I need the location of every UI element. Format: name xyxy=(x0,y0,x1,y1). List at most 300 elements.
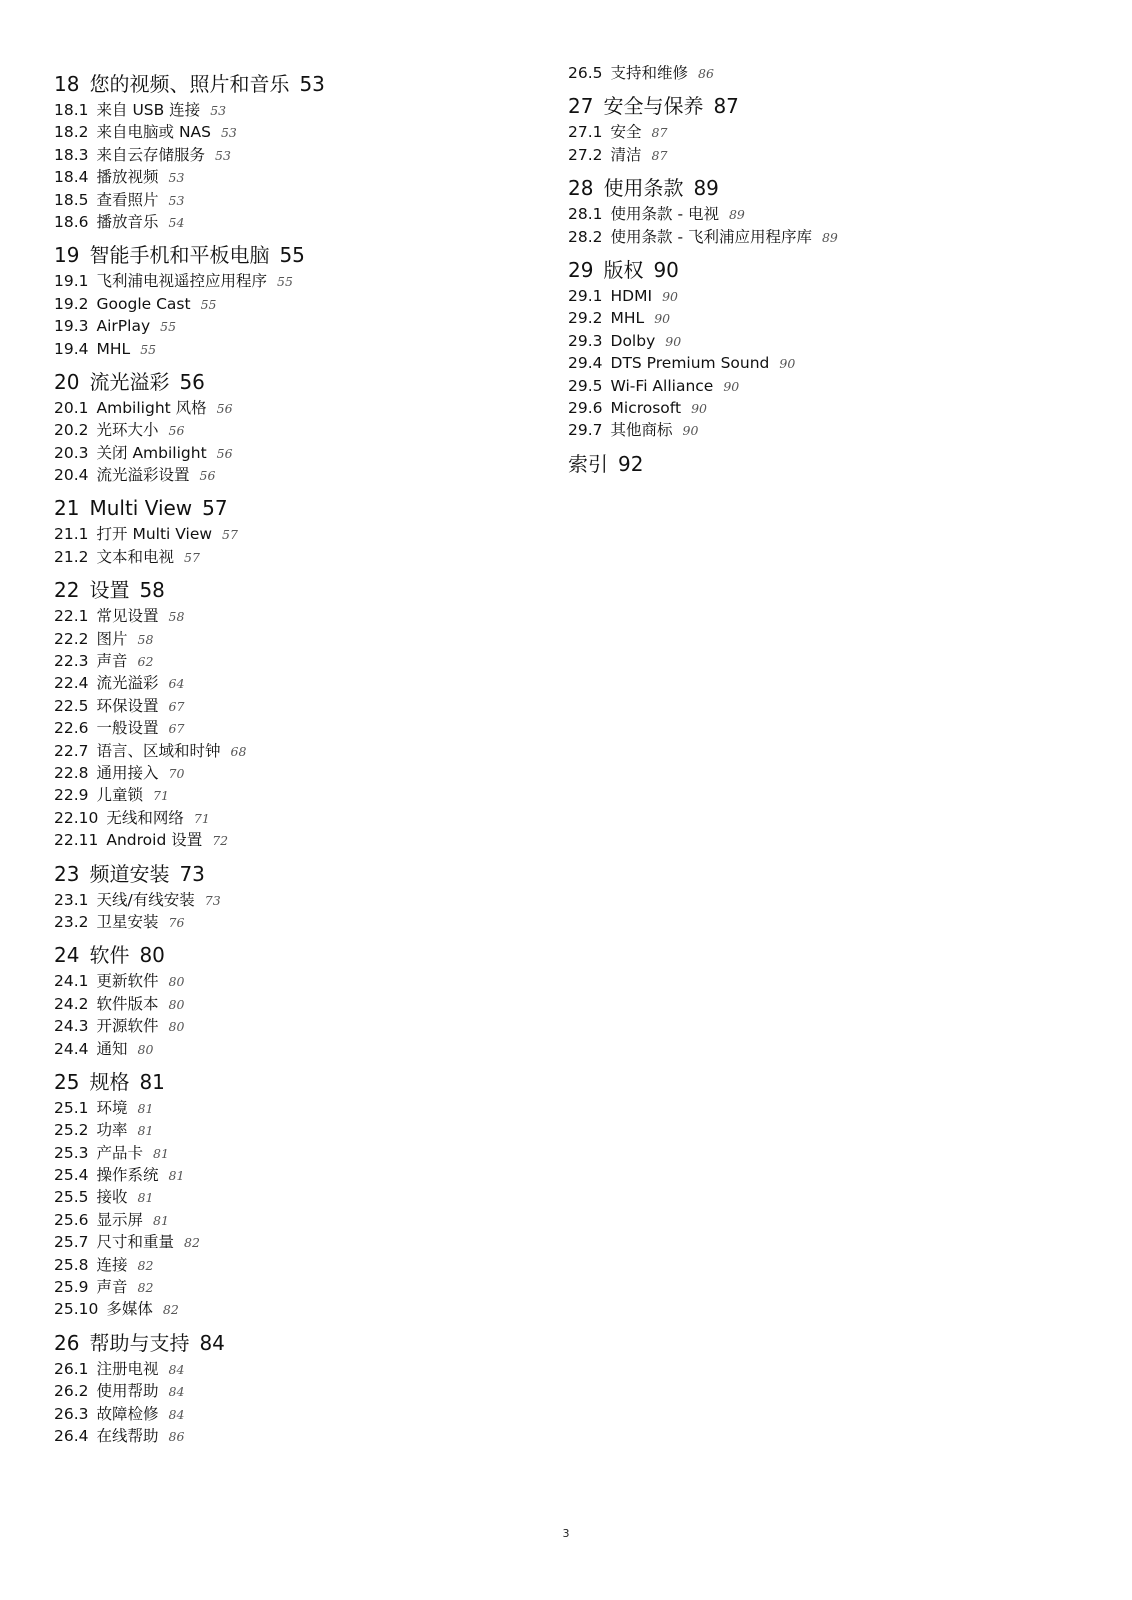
entry-page: 82 xyxy=(137,1280,154,1296)
entry-number: 20.3 xyxy=(54,443,89,462)
toc-entry[interactable] xyxy=(54,546,534,568)
entry-page: 86 xyxy=(698,66,714,81)
entry-number: 19.4 xyxy=(54,339,89,358)
entry-page: 57 xyxy=(184,549,200,565)
entry-number: 26.4 xyxy=(54,1426,89,1445)
entry-number: 21.2 xyxy=(54,547,89,566)
toc-entry[interactable] xyxy=(568,144,1048,166)
entry-page: 90 xyxy=(665,333,682,349)
entry-title: 接收 xyxy=(96,1188,128,1207)
toc-entry[interactable] xyxy=(54,672,534,694)
entry-number: 24.1 xyxy=(54,972,89,991)
toc-entry[interactable] xyxy=(54,523,534,545)
toc-chapter-heading[interactable] xyxy=(568,451,1048,477)
entry-page: 58 xyxy=(168,609,185,625)
entry-number: 23.2 xyxy=(54,912,89,931)
entry-title: 儿童锁 xyxy=(96,786,144,805)
entry-title: 通用接入 xyxy=(96,763,159,782)
chapter-number: 20 xyxy=(54,369,80,394)
toc-chapter-heading[interactable] xyxy=(54,495,534,521)
entry-title: 打开 Multi View xyxy=(96,525,213,544)
entry-page: 67 xyxy=(168,698,185,714)
toc-entry[interactable] xyxy=(54,1186,534,1208)
entry-title: Microsoft xyxy=(610,398,682,417)
toc-entry[interactable] xyxy=(54,144,534,166)
toc-section xyxy=(54,861,534,934)
entry-title: 查看照片 xyxy=(96,190,159,209)
toc-section xyxy=(568,451,1048,477)
entry-title: 播放音乐 xyxy=(96,212,159,231)
entry-number: 24.3 xyxy=(54,1017,89,1036)
page-number: 3 xyxy=(562,1527,570,1540)
entry-page: 80 xyxy=(137,1041,154,1057)
chapter-number: 21 xyxy=(54,496,80,521)
entry-number: 22.11 xyxy=(54,831,99,850)
entry-number: 27.2 xyxy=(568,145,603,164)
entry-title: Google Cast xyxy=(96,294,191,313)
toc-entry[interactable] xyxy=(568,375,1048,397)
chapter-page: 80 xyxy=(139,943,165,968)
chapter-number: 25 xyxy=(54,1069,80,1094)
entry-title: 一般设置 xyxy=(96,719,159,738)
entry-number: 25.4 xyxy=(54,1166,89,1185)
chapter-page: 92 xyxy=(618,451,644,476)
entry-page: 87 xyxy=(651,125,668,141)
toc-entry[interactable] xyxy=(54,1015,534,1037)
toc-entry[interactable] xyxy=(54,315,534,337)
entry-title: Android 设置 xyxy=(106,831,203,850)
toc-chapter-heading[interactable] xyxy=(54,942,534,968)
entry-title: 飞利浦电视遥控应用程序 xyxy=(96,272,268,291)
entry-title: MHL xyxy=(610,309,645,328)
entry-number: 22.8 xyxy=(54,763,89,782)
entry-number: 22.2 xyxy=(54,629,89,648)
chapter-page: 84 xyxy=(199,1330,225,1355)
entry-number: 20.4 xyxy=(54,466,89,485)
entry-title: 环保设置 xyxy=(96,696,159,715)
chapter-title: 安全与保养 xyxy=(603,94,704,119)
entry-title: 卫星安装 xyxy=(96,912,159,931)
entry-number: 18.1 xyxy=(54,101,89,119)
chapter-page: 57 xyxy=(202,496,228,521)
toc-entry[interactable] xyxy=(568,397,1048,419)
entry-number: 26.1 xyxy=(54,1359,89,1378)
entry-title: 流光溢彩 xyxy=(96,674,159,693)
entry-page: 55 xyxy=(140,341,157,357)
entry-title: 清洁 xyxy=(610,145,642,164)
entry-page: 71 xyxy=(193,810,210,826)
toc-entry[interactable] xyxy=(54,1231,534,1253)
toc-entry[interactable] xyxy=(54,628,534,650)
entry-page: 71 xyxy=(153,788,169,804)
chapter-title: 频道安装 xyxy=(89,861,170,886)
entry-page: 84 xyxy=(168,1384,185,1400)
entry-title: DTS Premium Sound xyxy=(610,354,770,373)
entry-page: 56 xyxy=(168,423,185,439)
entry-title: 故障检修 xyxy=(96,1404,159,1423)
entry-number: 29.7 xyxy=(568,421,603,440)
entry-number: 22.4 xyxy=(54,674,89,693)
toc-entry[interactable] xyxy=(54,1142,534,1164)
entry-number: 22.6 xyxy=(54,719,89,738)
entry-page: 56 xyxy=(216,400,233,416)
toc-section xyxy=(54,1069,534,1321)
toc-entry[interactable] xyxy=(54,121,534,143)
entry-number: 20.2 xyxy=(54,421,89,440)
entry-number: 18.6 xyxy=(54,212,89,231)
entry-title: 声音 xyxy=(96,1278,128,1297)
entry-title: 支持和维修 xyxy=(610,64,689,82)
entry-page: 86 xyxy=(168,1428,185,1444)
chapter-page: 53 xyxy=(299,72,325,96)
entry-title: 常见设置 xyxy=(96,607,159,626)
entry-page: 73 xyxy=(204,892,221,908)
entry-page: 67 xyxy=(168,721,185,737)
entry-title: 连接 xyxy=(96,1255,128,1274)
toc-entry[interactable] xyxy=(54,464,534,486)
entry-title: 更新软件 xyxy=(96,972,159,991)
entry-page: 87 xyxy=(651,147,668,163)
chapter-page: 90 xyxy=(653,257,679,282)
chapter-page: 73 xyxy=(179,861,205,886)
toc-section xyxy=(54,242,534,360)
toc-entry[interactable] xyxy=(54,270,534,292)
entry-number: 22.7 xyxy=(54,741,89,760)
entry-number: 20.1 xyxy=(54,398,89,417)
chapter-page: 55 xyxy=(279,243,305,268)
toc-section xyxy=(54,942,534,1060)
entry-title: AirPlay xyxy=(96,317,151,336)
toc-entry[interactable] xyxy=(54,99,534,121)
entry-page: 90 xyxy=(662,288,678,304)
entry-title: 关闭 Ambilight xyxy=(96,443,207,462)
toc-entry[interactable] xyxy=(568,352,1048,374)
toc-entry[interactable] xyxy=(568,226,1048,248)
entry-number: 28.2 xyxy=(568,227,603,246)
entry-page: 90 xyxy=(723,378,740,394)
entry-number: 25.7 xyxy=(54,1233,89,1252)
toc-entry[interactable] xyxy=(54,338,534,360)
toc-entry[interactable] xyxy=(54,784,534,806)
entry-number: 18.5 xyxy=(54,190,89,209)
entry-number: 26.2 xyxy=(54,1382,89,1401)
toc-entry[interactable] xyxy=(568,307,1048,329)
entry-page: 80 xyxy=(168,974,185,990)
toc-entry[interactable] xyxy=(54,442,534,464)
toc-chapter-heading[interactable] xyxy=(54,71,534,97)
toc-section xyxy=(54,369,534,487)
toc-entry[interactable] xyxy=(54,717,534,739)
entry-page: 72 xyxy=(212,833,229,849)
entry-title: 使用条款 - 飞利浦应用程序库 xyxy=(610,227,812,246)
chapter-number: 28 xyxy=(568,176,594,201)
entry-title: 无线和网络 xyxy=(106,808,184,827)
toc-entry[interactable] xyxy=(54,829,534,851)
entry-page: 70 xyxy=(168,765,185,781)
entry-number: 23.1 xyxy=(54,890,89,909)
entry-title: 语言、区域和时钟 xyxy=(96,741,221,760)
toc-entry[interactable] xyxy=(54,1403,534,1425)
entry-page: 81 xyxy=(137,1190,154,1206)
entry-number: 26.3 xyxy=(54,1404,89,1423)
toc-entry[interactable] xyxy=(54,293,534,315)
toc-section xyxy=(54,577,534,851)
entry-title: Ambilight 风格 xyxy=(96,398,207,417)
entry-page: 90 xyxy=(691,400,707,416)
entry-page: 53 xyxy=(168,192,185,208)
toc-entry[interactable] xyxy=(568,62,1048,84)
entry-number: 29.4 xyxy=(568,354,603,373)
entry-page: 55 xyxy=(160,319,177,335)
entry-number: 29.6 xyxy=(568,398,603,417)
entry-page: 82 xyxy=(162,1302,179,1318)
chapter-title: 规格 xyxy=(89,1069,130,1094)
toc-entry[interactable] xyxy=(54,1119,534,1141)
toc-entry[interactable] xyxy=(54,1038,534,1060)
chapter-title: 设置 xyxy=(89,578,130,603)
entry-page: 53 xyxy=(220,125,237,141)
entry-number: 24.2 xyxy=(54,994,89,1013)
entry-title: 使用条款 - 电视 xyxy=(610,205,719,224)
entry-number: 29.2 xyxy=(568,309,603,328)
toc-entry[interactable] xyxy=(54,1276,534,1298)
entry-title: 来自 USB 连接 xyxy=(96,101,201,119)
entry-number: 29.1 xyxy=(568,286,603,305)
entry-page: 76 xyxy=(168,914,185,930)
toc-section xyxy=(54,1330,534,1448)
toc-entry[interactable] xyxy=(54,1358,534,1380)
chapter-title: 流光溢彩 xyxy=(89,369,170,394)
toc-section xyxy=(568,93,1048,166)
entry-title: 使用帮助 xyxy=(96,1382,159,1401)
entry-page: 64 xyxy=(168,676,185,692)
toc-section xyxy=(568,62,1048,84)
toc-entry[interactable] xyxy=(54,762,534,784)
toc-chapter-heading[interactable] xyxy=(54,861,534,887)
entry-number: 25.3 xyxy=(54,1143,89,1162)
entry-number: 21.1 xyxy=(54,525,89,544)
entry-page: 89 xyxy=(728,207,745,223)
entry-page: 57 xyxy=(222,527,238,543)
chapter-number: 27 xyxy=(568,94,594,119)
entry-title: 来自电脑或 NAS xyxy=(96,123,211,142)
entry-title: 通知 xyxy=(96,1039,128,1058)
toc-entry[interactable] xyxy=(54,1097,534,1119)
entry-title: 软件版本 xyxy=(96,994,159,1013)
entry-title: 显示屏 xyxy=(96,1210,144,1229)
entry-page: 62 xyxy=(137,654,154,670)
entry-page: 81 xyxy=(153,1145,169,1161)
entry-page: 81 xyxy=(137,1123,154,1139)
toc-entry[interactable] xyxy=(54,993,534,1015)
toc-chapter-heading[interactable] xyxy=(568,93,1048,119)
entry-page: 53 xyxy=(168,170,185,186)
chapter-number: 18 xyxy=(54,72,80,96)
chapter-page: 81 xyxy=(139,1069,165,1094)
entry-page: 81 xyxy=(168,1168,185,1184)
chapter-title: 软件 xyxy=(89,943,130,968)
entry-title: 安全 xyxy=(610,123,642,142)
entry-title: 来自云存储服务 xyxy=(96,145,206,164)
entry-title: 尺寸和重量 xyxy=(96,1233,175,1252)
entry-number: 25.8 xyxy=(54,1255,89,1274)
toc-entry[interactable] xyxy=(568,121,1048,143)
entry-title: 功率 xyxy=(96,1121,128,1140)
toc-entry[interactable] xyxy=(54,1164,534,1186)
entry-number: 18.2 xyxy=(54,123,89,142)
entry-number: 25.5 xyxy=(54,1188,89,1207)
entry-page: 56 xyxy=(199,468,216,484)
entry-title: 声音 xyxy=(96,652,128,671)
entry-number: 25.6 xyxy=(54,1210,89,1229)
entry-page: 82 xyxy=(137,1257,154,1273)
entry-number: 29.5 xyxy=(568,376,603,395)
toc-entry[interactable] xyxy=(54,889,534,911)
toc-chapter-heading[interactable] xyxy=(54,1330,534,1356)
entry-number: 22.10 xyxy=(54,808,99,827)
entry-title: 天线/有线安装 xyxy=(96,890,195,909)
entry-page: 80 xyxy=(168,996,185,1012)
entry-number: 22.3 xyxy=(54,652,89,671)
entry-page: 84 xyxy=(168,1361,185,1377)
entry-title: 产品卡 xyxy=(96,1143,144,1162)
entry-page: 82 xyxy=(184,1235,200,1251)
toc-column-left xyxy=(54,62,534,1447)
chapter-number: 26 xyxy=(54,1330,80,1355)
toc-entry[interactable] xyxy=(54,911,534,933)
toc-entry[interactable] xyxy=(54,695,534,717)
toc-entry[interactable] xyxy=(568,285,1048,307)
toc-chapter-heading[interactable] xyxy=(568,257,1048,283)
toc-chapter-heading[interactable] xyxy=(54,369,534,395)
entry-title: 文本和电视 xyxy=(96,547,175,566)
toc-entry[interactable] xyxy=(568,330,1048,352)
toc-section xyxy=(568,257,1048,442)
entry-title: 在线帮助 xyxy=(96,1426,159,1445)
entry-title: 图片 xyxy=(96,629,128,648)
entry-title: 多媒体 xyxy=(106,1300,153,1319)
toc-chapter-heading[interactable] xyxy=(54,577,534,603)
toc-entry[interactable] xyxy=(568,203,1048,225)
toc-chapter-heading[interactable] xyxy=(54,242,534,268)
entry-title: 光环大小 xyxy=(96,421,159,440)
entry-title: 流光溢彩设置 xyxy=(96,466,190,485)
toc-entry[interactable] xyxy=(54,1254,534,1276)
entry-page: 53 xyxy=(210,103,227,118)
entry-number: 25.2 xyxy=(54,1121,89,1140)
toc-section xyxy=(54,71,534,233)
chapter-title: 版权 xyxy=(603,257,644,282)
toc-entry[interactable] xyxy=(54,397,534,419)
entry-page: 58 xyxy=(137,631,154,647)
entry-title: MHL xyxy=(96,339,131,358)
entry-title: HDMI xyxy=(610,286,653,305)
toc-entry[interactable] xyxy=(54,740,534,762)
entry-number: 25.1 xyxy=(54,1098,89,1117)
entry-number: 26.5 xyxy=(568,64,603,82)
toc-entry[interactable] xyxy=(54,1380,534,1402)
entry-page: 90 xyxy=(654,311,671,327)
entry-page: 54 xyxy=(168,214,185,230)
chapter-title: 您的视频、照片和音乐 xyxy=(89,72,290,96)
entry-page: 53 xyxy=(215,147,231,163)
toc-chapter-heading[interactable] xyxy=(54,1069,534,1095)
entry-page: 90 xyxy=(682,423,699,439)
chapter-number: 19 xyxy=(54,243,80,268)
entry-page: 81 xyxy=(153,1212,169,1228)
chapter-number: 29 xyxy=(568,257,594,282)
toc-entry[interactable] xyxy=(54,166,534,188)
entry-number: 22.1 xyxy=(54,607,89,626)
chapter-title: 使用条款 xyxy=(603,176,684,201)
entry-number: 22.5 xyxy=(54,696,89,715)
chapter-number: 23 xyxy=(54,861,80,886)
entry-number: 19.1 xyxy=(54,272,89,291)
chapter-page: 56 xyxy=(179,369,205,394)
entry-page: 56 xyxy=(216,445,233,461)
entry-number: 28.1 xyxy=(568,205,603,224)
entry-page: 55 xyxy=(200,296,217,312)
entry-page: 80 xyxy=(168,1019,185,1035)
entry-title: Dolby xyxy=(610,331,656,350)
chapter-page: 89 xyxy=(693,176,719,201)
entry-number: 18.3 xyxy=(54,145,89,164)
entry-page: 90 xyxy=(779,356,796,372)
toc-entry[interactable] xyxy=(54,605,534,627)
entry-number: 25.9 xyxy=(54,1278,89,1297)
chapter-page: 58 xyxy=(139,578,165,603)
chapter-title: Multi View xyxy=(89,496,193,521)
chapter-title: 智能手机和平板电脑 xyxy=(89,243,270,268)
toc-entry[interactable] xyxy=(568,419,1048,441)
chapter-page: 87 xyxy=(713,94,739,119)
toc-entry[interactable] xyxy=(54,970,534,992)
entry-title: 注册电视 xyxy=(96,1359,159,1378)
entry-number: 19.2 xyxy=(54,294,89,313)
entry-number: 18.4 xyxy=(54,168,89,187)
toc-column-right xyxy=(568,62,1048,479)
entry-title: 其他商标 xyxy=(610,421,673,440)
entry-number: 19.3 xyxy=(54,317,89,336)
entry-page: 81 xyxy=(137,1100,154,1116)
toc-entry[interactable] xyxy=(54,1298,534,1320)
chapter-number: 24 xyxy=(54,943,80,968)
toc-section xyxy=(54,495,534,568)
entry-number: 22.9 xyxy=(54,786,89,805)
toc-entry[interactable] xyxy=(54,650,534,672)
entry-page: 84 xyxy=(168,1406,185,1422)
entry-page: 89 xyxy=(821,229,838,245)
entry-title: 播放视频 xyxy=(96,168,159,187)
entry-number: 25.10 xyxy=(54,1300,99,1319)
toc-entry[interactable] xyxy=(54,1425,534,1447)
entry-number: 27.1 xyxy=(568,123,603,142)
chapter-title: 帮助与支持 xyxy=(89,1330,190,1355)
entry-title: 环境 xyxy=(96,1098,128,1117)
entry-title: 开源软件 xyxy=(96,1017,159,1036)
entry-page: 55 xyxy=(277,274,293,290)
toc-entry[interactable] xyxy=(54,211,534,233)
toc-entry[interactable] xyxy=(54,189,534,211)
toc-entry[interactable] xyxy=(54,807,534,829)
toc-chapter-heading[interactable] xyxy=(568,175,1048,201)
chapter-title: 索引 xyxy=(568,451,608,476)
toc-entry[interactable] xyxy=(54,1209,534,1231)
entry-title: Wi-Fi Alliance xyxy=(610,376,714,395)
chapter-number: 22 xyxy=(54,578,80,603)
toc-entry[interactable] xyxy=(54,419,534,441)
toc-section xyxy=(568,175,1048,248)
